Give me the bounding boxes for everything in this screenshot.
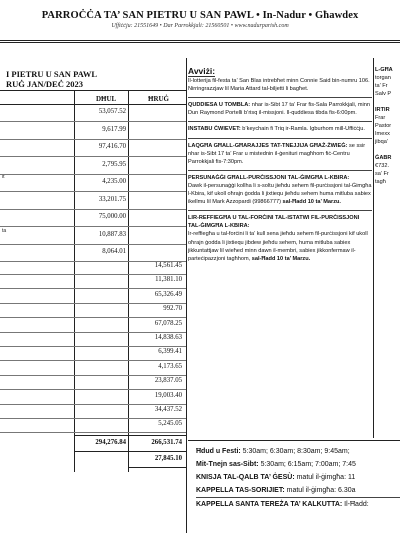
expense-value: 34,437.52 [154,406,182,413]
right-column-line: €732. [375,163,389,169]
laqgha-heading: LAQGĦA GĦALL-GĦARAJJES TAT-TNEJJIJA GĦAŻ-ŻWIEĠ: [188,142,348,149]
mass-times [196,445,400,511]
notices-column [188,66,372,263]
right-column-line: IRTIR [375,107,390,113]
finance-title [0,69,186,89]
notice-divider [188,210,372,211]
expense-value: 6,399.41 [158,348,182,355]
income-value: 33,201.75 [98,196,126,203]
income-value: 2,795.95 [102,161,126,168]
expense-value: 992.70 [163,305,182,312]
right-column-line: ĠABR [375,155,392,161]
row-rule [0,139,186,140]
income-value: 8,064.01 [102,248,126,255]
mass-line-sundays [196,445,400,458]
expense-column-header: ĦRUĠ [148,95,169,103]
right-column [375,66,400,218]
row-rule [0,244,186,245]
mass-line-text: matul il-ġimgħa: 6.30a [284,487,356,494]
row-rule [0,432,186,433]
right-column-line [375,202,400,210]
expense-value: 65,326.49 [154,291,182,298]
row-rule [0,121,186,122]
row-rule [0,174,186,175]
mass-line-label: KAPPELLA TAS-SORIJIET: [196,487,285,494]
mass-line-teresa-chapel [196,498,400,511]
expense-value: 14,838.63 [154,334,182,341]
expense-value: 11,381.10 [155,276,182,283]
mass-line-text: Il-Ħadd: [342,501,369,508]
mass-line-label: KNISJA TAL-QALB TA’ ĠESÙ: [196,474,295,481]
mass-line-text: 5:30am; 6:30am; 8:30am; 9:45am; [240,448,350,455]
right-column-line: torgan [375,75,391,81]
row-rule [0,303,186,304]
right-column-line: Pastor [375,123,392,129]
instabu-text: b’keychain fi Triq ir-Ramla. Igburhom mill-Uffiċċju. [240,126,365,133]
instabu-heading: INSTABU ĊWIEVET: [188,126,241,133]
mass-line-label: Ħdud u Festi: [196,448,241,455]
masses-top-rule [188,440,400,441]
mass-line-text: 5:30am; 6:15am; 7:00am; 7:45 [258,461,356,468]
row-rule [0,274,186,275]
expense-value: 19,003.40 [154,392,182,399]
expense-value: 67,078.25 [154,320,182,327]
income-value: 75,000.00 [98,213,126,220]
header-rule-top [0,40,400,41]
parish-contacts: Uffiċċju: 21551649 • Dar Parrokkjali: 21560501 • www.nadurparish.com [111,23,289,29]
right-column-line: jibqa’ [375,139,389,145]
expense-value: 14,561.45 [154,262,182,269]
balance-rule [74,451,186,452]
header-rule-bottom [0,42,400,43]
row-rule [0,375,186,376]
row-rule [0,346,186,347]
income-value: 4,235.00 [102,178,126,185]
income-column-header: DĦUL [96,95,117,103]
right-column-line: ta’ Fr [375,83,388,89]
row-rule [0,389,186,390]
quddiesa-notice [188,101,372,117]
right-column-line: tagħ [375,179,386,185]
right-column-line: Imexx [375,131,390,137]
row-rule [0,332,186,333]
mass-line-weekdays [196,458,400,471]
notice-divider [188,97,372,98]
persunaggi-heading: PERSUNAĠĠI GĦALL-PURĊISSJONI TAL-ĠIMGĦA L-KBIRA: [188,174,350,181]
right-column-line [375,146,400,154]
row-rule [0,156,186,157]
mass-line-label: KAPPELLA SANTA TEREŻA TA’ KALKUTTA: [196,501,343,508]
row-rule [0,404,186,405]
right-column-line [375,194,400,202]
mass-line-sacred-heart [196,471,400,484]
reffiegha-notice [188,214,372,263]
expense-value: 4,173.65 [158,363,182,370]
finance-title-line1: I PIETRU U SAN PAWL [6,69,97,79]
row-rule [0,209,186,210]
laqgha-notice [188,142,372,166]
notice-divider [188,121,372,122]
right-column-line: L-GĦA [375,67,393,73]
balance: 27,845.10 [154,455,182,462]
row-rule [0,226,186,227]
notice-divider [188,170,372,171]
mass-line-nuns-chapel [196,484,400,497]
reffiegha-deadline: sal-Ħadd 10 ta’ Marzu. [250,255,311,262]
parish-title: PARROĊĊA TA’ SAN PIETRU U SAN PAWL • In-Nadur • Għawdex [41,10,359,21]
total-income: 294,276.84 [95,439,126,446]
income-value: 97,416.70 [98,143,126,150]
right-column-line [375,210,400,218]
right-column-divider [373,58,374,438]
income-value: 53,057.52 [98,108,126,115]
quddiesa-text: nhar is-Sibt 17 ta’ Frar fis-Sala Parrokkjali, minn Dun Raymond Portelli b’risq il-missjoni. Il-quddiesa tibda fis-6:00pm. [188,102,370,117]
table-header-rule [0,104,186,105]
expense-value: 23,837.05 [154,377,182,384]
lottery-notice: Il-lotterija fil-festa ta’ San Blas intrebħet minn Connie Said bin-numru 106. Nirringrazzjaw lil Maria Attard tal-biljetti li bagħet. [188,78,370,93]
right-column-line: Frar [375,115,386,121]
column-divider [186,58,187,533]
persunaggi-deadline: sal-Ħadd 10 ta’ Marzu. [280,199,341,206]
row-rule [0,191,186,192]
table-top-rule [0,90,186,91]
right-column-line [375,98,400,106]
reffiegha-text: Ir-reffiegħa u tal-forċini li ta’ kull sena jieħdu sehem fil-purċissjoni kif ukoll oħrajn ġodda li jixtiequ jibdew jieħdu sehem, huma mitluba sabiex jikkuntattjaw lil wieħed minn dawn il-membri, sabiex jikkonfermaw il-parteċipazzjoni tagħhom, [188,231,368,262]
notices-heading: Avviżi: [188,66,216,76]
right-column-line: sa’ Fr [375,171,389,177]
table-divider-1 [74,90,75,472]
right-column-line [375,186,400,194]
row-rule [0,360,186,361]
right-column-line: Salv P [375,91,392,97]
persunaggi-text: Dawk il-persunaġġi kollha li s-soltu jieħdu sehem fil-purċissjoni tal-Ġimgħa l-Kbira, kif ukoll oħrajn ġodda li jixtiequ jieħdu sehem huma mitluba sabiex ikellmu lil Mark Azzopardi (99866777) [188,182,372,206]
totals-rule [74,435,186,436]
total-expense: 266,531.74 [151,439,182,446]
instabu-notice [188,125,372,133]
persunaggi-notice [188,174,372,206]
mass-line-label: Mit-Tnejn sas-Sibt: [196,461,259,468]
income-value: 10,887.83 [98,231,126,238]
reffiegha-heading: LIR-REFFIEGĦA U TAL-FORĊINI TAL-ISTATWI FIL-PURĊISSJONI TAL-ĠIMGĦA L-KBIRA: [188,215,360,230]
mass-line-text: matul il-ġimgħa: 11 [294,474,356,481]
balance-underline [128,467,186,468]
laqgha-text: se ssir nhar is-Sibt 17 ta’ Frar u mistednin il-ġenituri magħhom fiċ-Centru Parrokkjali fis-7:30pm. [188,142,366,165]
table-divider-2 [128,90,129,472]
quddiesa-heading: QUDDIESA U TOMBLA: [188,102,251,109]
finance-title-line2: RUĠ JAN/DEĊ 2023 [6,79,83,89]
notice-divider [188,138,372,139]
row-rule [0,288,186,289]
expense-value: 5,245.05 [158,420,182,427]
row-rule [0,317,186,318]
row-rule [0,418,186,419]
income-value: 9,617.99 [102,126,126,133]
page-header [0,0,400,29]
row-label: it [2,174,5,180]
row-label: ta [2,228,7,234]
